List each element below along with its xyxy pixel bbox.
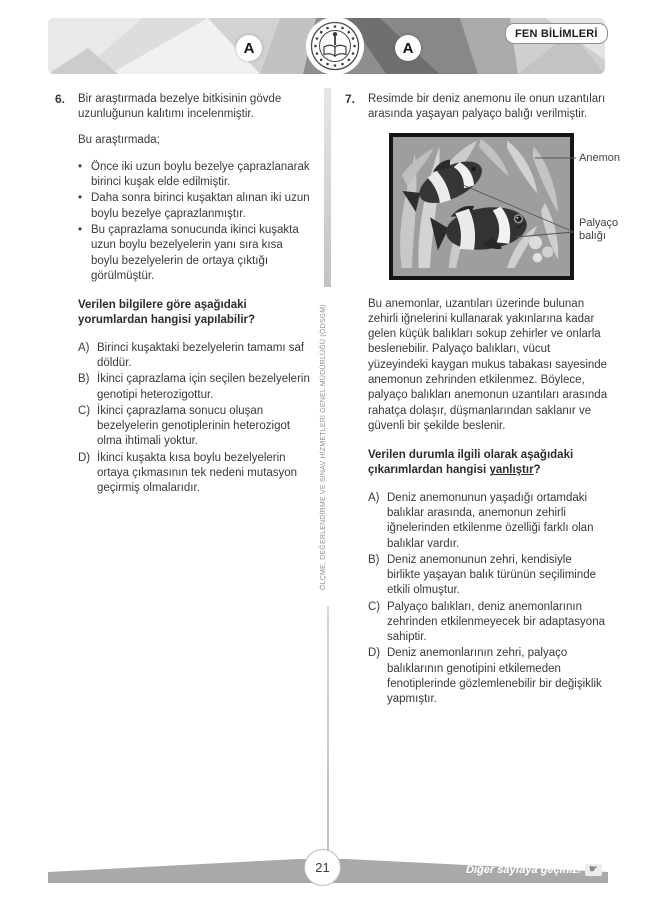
option-letter: A) xyxy=(78,341,90,354)
prompt-prefix: Verilen durumla ilgili olarak aşağıdaki çıkarımlardan hangisi xyxy=(368,449,574,477)
question-intro: Bir araştırmada bezelye bitkisinin gövde uzunluğunun kalıtımı incelenmiştir. xyxy=(78,93,282,121)
column-divider-bar xyxy=(324,88,331,287)
column-divider-line xyxy=(327,606,329,852)
subject-badge xyxy=(505,23,608,44)
option-text: Deniz anemonunun yaşadığı ortamdaki balıklar arasında, anemonun zehirli iğnelerinden etkilenme özelliği farklı olan balıklar vardır. xyxy=(387,491,594,550)
option-d xyxy=(368,646,608,707)
option-b xyxy=(368,553,608,599)
question-body xyxy=(368,92,620,709)
option-text: İkinci kuşakta kısa boylu bezelyelerin ortaya çıkmasının tek nedeni mutasyon geçirmiş olmalarıdır. xyxy=(97,451,298,495)
question-prompt: Verilen bilgilere göre aşağıdaki yorumlardan hangisi yapılabilir? xyxy=(78,299,256,327)
option-letter: A) xyxy=(368,491,380,504)
next-page-text: Diğer sayfaya geçiniz. xyxy=(466,864,581,876)
answer-options xyxy=(368,491,608,708)
booklet-letter-a-left xyxy=(236,35,262,61)
list-item xyxy=(78,223,313,284)
option-a xyxy=(368,491,608,552)
option-text: Deniz anemonlarının zehri, palyaço balıklarının genotipini etkilemeden fenotiplerinde gözlemlenebilir bir değişiklik yapmıştır. xyxy=(387,647,602,706)
prompt-underlined-word: yanlıştır xyxy=(489,464,534,477)
right-column xyxy=(345,92,620,709)
vertical-institution-text: ÖLÇME, DEĞERLENDİRME VE SINAV HİZMETLERİ GENEL MÜDÜRLÜĞÜ (ÖDSGM) xyxy=(320,304,327,590)
option-letter: C) xyxy=(78,404,91,417)
question-subintro: Bu araştırmada; xyxy=(78,133,160,146)
option-text: Palyaço balıkları, deniz anemonlarının zehrinden etkilenmeyecek bir adaptasyona sahiptir. xyxy=(387,600,605,644)
bullet-list xyxy=(78,160,313,284)
option-b xyxy=(78,372,313,403)
option-text: Deniz anemonunun zehri, kendisiyle birlikte yaşayan balık türünün seçiliminde etkili olmuştur. xyxy=(387,553,597,597)
answer-options xyxy=(78,341,313,497)
list-item xyxy=(78,191,313,222)
bullet-icon: • xyxy=(78,160,83,173)
bullet-text: Önce iki uzun boylu bezelye çaprazlanarak birinci kuşak elde edilmiştir. xyxy=(91,160,310,189)
question-paragraph: Bu anemonlar, uzantıları üzerinde bulunan zehirli iğnelerini kullanarak yakınlarına kadar gelen küçük balıkları sokup zehirler ve onlarla beslenebilir. Palyaço balıkları, vücut yüzeyindeki kaygan mukus tabakası sayesinde anemonun zehrinden etkilenmez. Böylece, palyaço balıkları anemonun uzantıları arasında rahatça dolaşır, düşmanlarından saklanır ve güvenli bir şekilde beslenir. xyxy=(368,297,608,432)
option-letter: B) xyxy=(368,553,380,566)
subject-label: FEN BİLİMLERİ xyxy=(515,27,598,40)
booklet-letter-a-right xyxy=(395,35,421,61)
option-text: İkinci çaprazlama için seçilen bezelyelerin genotipi heterozigottur. xyxy=(97,373,310,401)
option-letter: C) xyxy=(368,600,381,613)
option-text: Birinci kuşaktaki bezelyelerin tamamı saf döldür. xyxy=(97,341,305,369)
meb-seal-icon xyxy=(305,16,365,76)
booklet-letter-label: A xyxy=(402,39,414,57)
bullet-icon: • xyxy=(78,223,83,236)
clownfish-anemone-image xyxy=(389,133,574,280)
bullet-icon: • xyxy=(78,192,83,205)
question-6 xyxy=(55,92,313,497)
page-number: 21 xyxy=(315,860,330,875)
page-number-badge xyxy=(304,849,341,886)
list-item xyxy=(78,160,313,191)
question-number: 7. xyxy=(345,92,356,106)
option-letter: B) xyxy=(78,373,90,386)
question-intro: Resimde bir deniz anemonu ile onun uzantıları arasında yaşayan palyaço balığı verilmiştir. xyxy=(368,93,606,121)
question-number: 6. xyxy=(55,92,66,106)
option-c xyxy=(78,404,313,450)
left-column xyxy=(55,92,313,497)
question-body xyxy=(78,92,313,497)
bullet-text: Bu çaprazlama sonucunda ikinci kuşakta uzun boylu bezelyelerin yanı sıra kısa boylu bezelyelerin de ortaya çıktığı görülmüştür. xyxy=(91,223,299,282)
prompt-suffix: ? xyxy=(533,464,541,477)
anemone-label: Anemon xyxy=(579,151,620,164)
option-c xyxy=(368,600,608,646)
booklet-letter-label: A xyxy=(243,39,255,57)
option-text: İkinci çaprazlama sonucu oluşan bezelyelerin genotiplerinin heterozigot olma ihtimali yoktur. xyxy=(97,404,291,448)
next-page-notice xyxy=(430,864,602,876)
option-a xyxy=(78,341,313,372)
option-d xyxy=(78,451,313,497)
clownfish-anemone-figure xyxy=(368,133,620,285)
question-7 xyxy=(345,92,620,709)
clownfish-label: Palyaço balığı xyxy=(579,216,619,243)
hand-icon: ☛ xyxy=(585,864,602,876)
question-prompt xyxy=(368,448,608,479)
option-letter: D) xyxy=(368,647,381,660)
bullet-text: Daha sonra birinci kuşaktan alınan iki uzun boylu bezelye çaprazlanmıştır. xyxy=(91,192,310,220)
option-letter: D) xyxy=(78,451,91,464)
